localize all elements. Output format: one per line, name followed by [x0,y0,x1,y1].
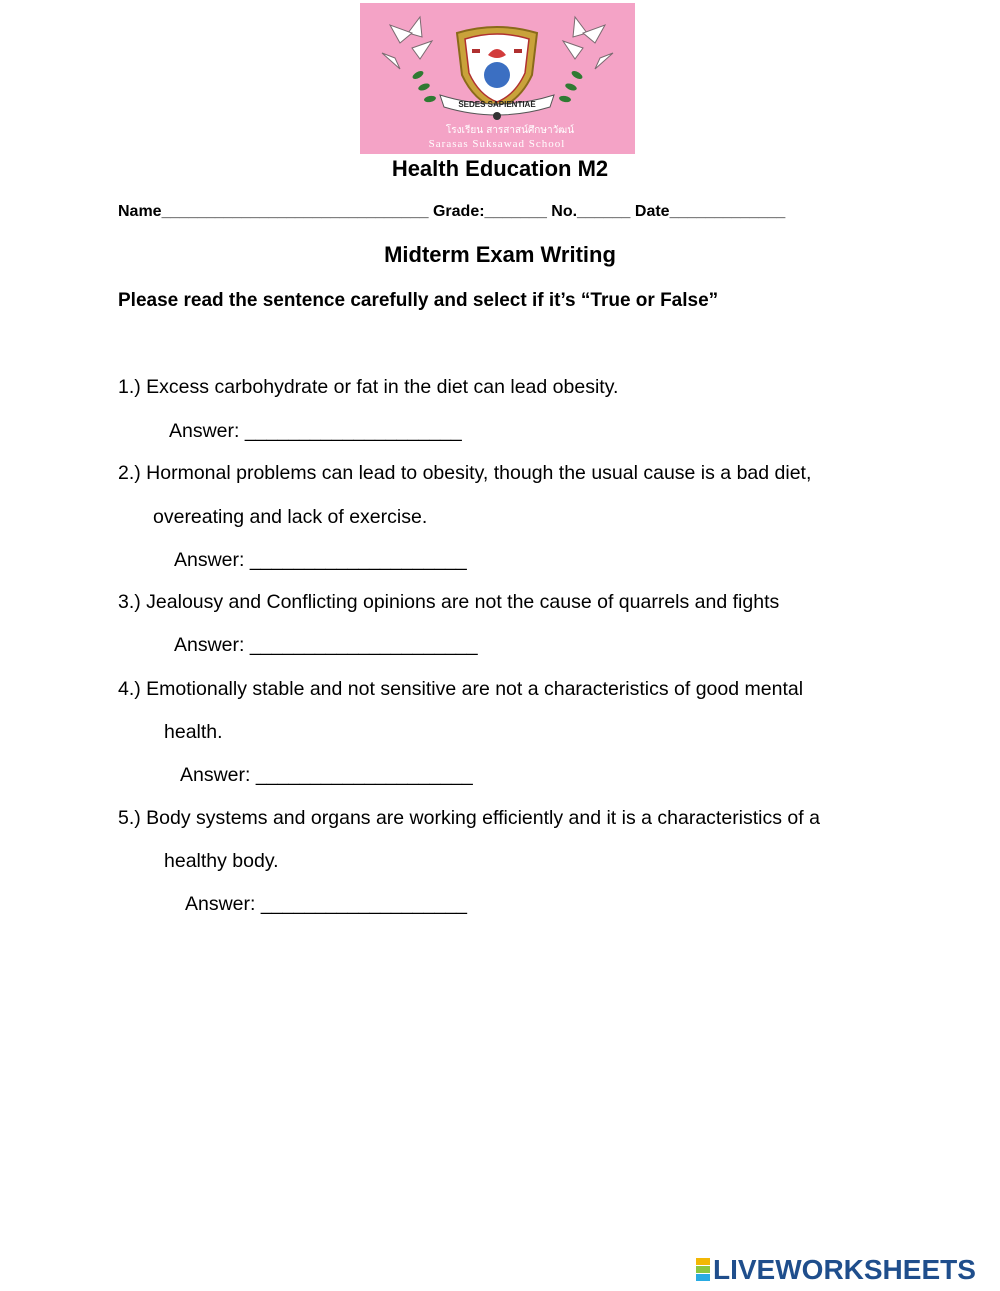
liveworksheets-logo-icon [696,1258,710,1282]
brand-name: LIVEWORKSHEETS [713,1254,976,1285]
question-5-text: 5.) Body systems and organs are working efficiently and it is a characteristics of a [118,807,820,829]
question-4-text: 4.) Emotionally stable and not sensitive are not a characteristics of good mental [118,678,804,700]
school-crest-image [360,3,635,154]
question-2-text: 2.) Hormonal problems can lead to obesity, though the usual cause is a bad diet, [118,462,812,484]
question-4-answer[interactable]: Answer: ____________________ [180,764,473,786]
logo-school-english: Sarasas Suksawad School [428,138,566,150]
instructions: Please read the sentence carefully and select if it’s “True or False” [118,290,719,311]
logo-motto: SEDES SAPIENTIAE [458,100,536,109]
question-5-answer[interactable]: Answer: ___________________ [185,893,467,915]
student-info-line: Name______________________________ Grade:_______ No.______ Date_____________ [118,203,786,220]
question-3-text: 3.) Jealousy and Conflicting opinions are not the cause of quarrels and fights [118,591,780,613]
question-3-answer[interactable]: Answer: _____________________ [174,634,478,656]
question-5-text-cont: healthy body. [164,850,279,872]
liveworksheets-brand [696,1254,976,1286]
page-title: Health Education M2 [391,156,609,181]
exam-title: Midterm Exam Writing [384,242,616,267]
logo-school-thai: โรงเรียน สารสาสน์ศึกษาวัฒน์ [445,125,575,136]
question-2-text-cont: overeating and lack of exercise. [153,506,428,528]
school-logo [360,3,635,154]
question-2-answer[interactable]: Answer: ____________________ [174,549,467,571]
question-1-answer[interactable]: Answer: ____________________ [169,420,462,442]
question-4-text-cont: health. [164,721,223,743]
question-1-text: 1.) Excess carbohydrate or fat in the diet can lead obesity. [118,376,619,398]
